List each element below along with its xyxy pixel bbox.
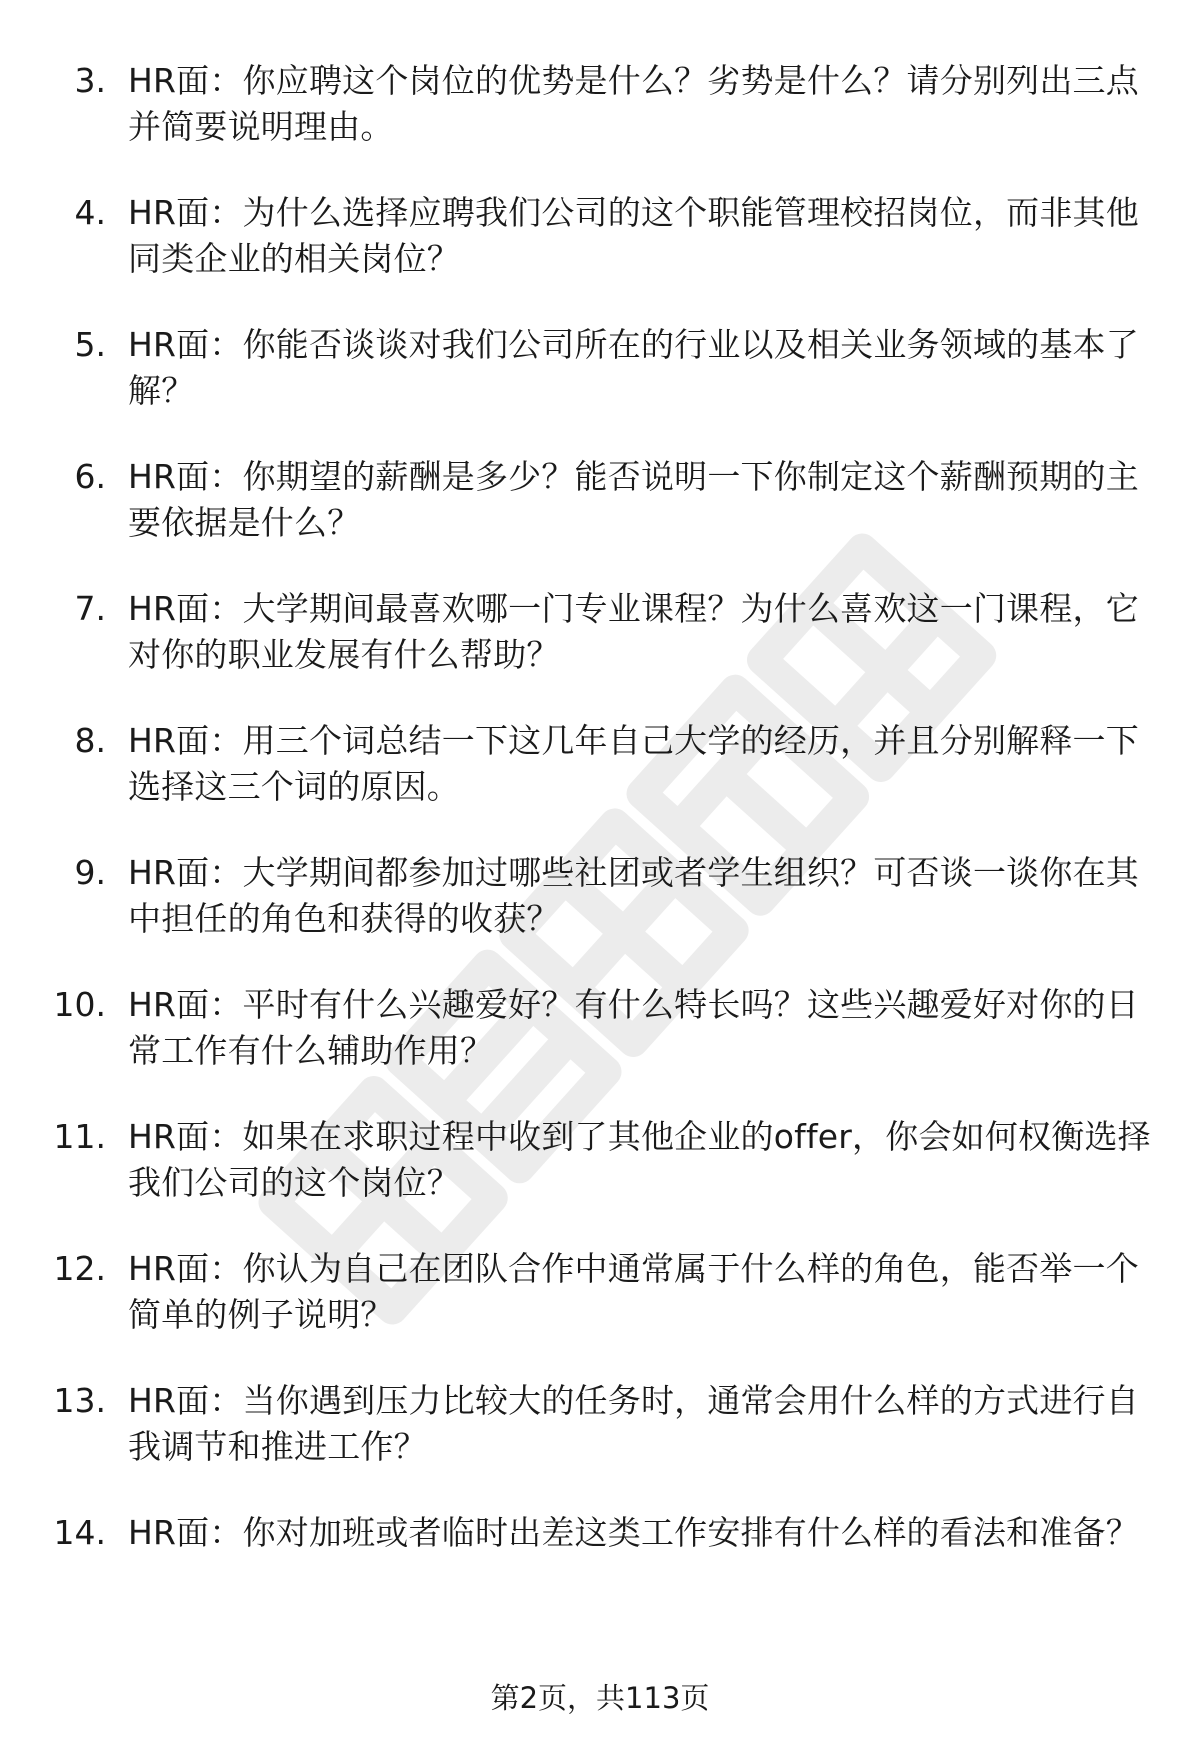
question-text: HR面：为什么选择应聘我们公司的这个职能管理校招岗位，而非其他同类企业的相关岗位？ [128, 193, 1139, 278]
list-item [0, 190, 1200, 282]
question-number: 8. [74, 721, 106, 760]
list-item [0, 850, 1200, 942]
question-number: 9. [74, 853, 106, 892]
question-number: 7. [74, 589, 106, 628]
question-text: HR面：你期望的薪酬是多少？能否说明一下你制定这个薪酬预期的主要依据是什么？ [128, 457, 1139, 542]
page-footer: 第2页，共113页 [490, 1681, 710, 1715]
question-number: 11. [53, 1117, 106, 1156]
question-text: HR面：如果在求职过程中收到了其他企业的offer，你会如何权衡选择我们公司的这个岗位？ [128, 1117, 1151, 1202]
question-number: 4. [74, 193, 106, 232]
list-item [0, 58, 1200, 150]
list-item [0, 586, 1200, 678]
question-text: HR面：你对加班或者临时出差这类工作安排有什么样的看法和准备？ [128, 1513, 1139, 1552]
question-text: HR面：你能否谈谈对我们公司所在的行业以及相关业务领域的基本了解？ [128, 325, 1139, 410]
question-number: 12. [53, 1249, 106, 1288]
list-item [0, 1246, 1200, 1338]
list-item [0, 718, 1200, 810]
question-number: 10. [53, 985, 106, 1024]
question-list [0, 58, 1200, 1642]
question-text: HR面：大学期间最喜欢哪一门专业课程？为什么喜欢这一门课程，它对你的职业发展有什么帮助？ [128, 589, 1139, 674]
question-text: HR面：用三个词总结一下这几年自己大学的经历，并且分别解释一下选择这三个词的原因。 [128, 721, 1139, 806]
question-text: HR面：当你遇到压力比较大的任务时，通常会用什么样的方式进行自我调节和推进工作？ [128, 1381, 1139, 1466]
list-item [0, 454, 1200, 546]
question-text: HR面：平时有什么兴趣爱好？有什么特长吗？这些兴趣爱好对你的日常工作有什么辅助作用？ [128, 985, 1139, 1070]
question-number: 3. [74, 61, 106, 100]
question-text: HR面：大学期间都参加过哪些社团或者学生组织？可否谈一谈你在其中担任的角色和获得的收获？ [128, 853, 1139, 938]
list-item [0, 322, 1200, 414]
question-number: 13. [53, 1381, 106, 1420]
question-text: HR面：你应聘这个岗位的优势是什么？劣势是什么？请分别列出三点并简要说明理由。 [128, 61, 1139, 146]
question-number: 6. [74, 457, 106, 496]
list-item [0, 1378, 1200, 1470]
question-number: 14. [53, 1513, 106, 1552]
list-item [0, 1510, 1200, 1602]
list-item [0, 1114, 1200, 1206]
question-number: 5. [74, 325, 106, 364]
list-item [0, 982, 1200, 1074]
question-text: HR面：你认为自己在团队合作中通常属于什么样的角色，能否举一个简单的例子说明？ [128, 1249, 1139, 1334]
